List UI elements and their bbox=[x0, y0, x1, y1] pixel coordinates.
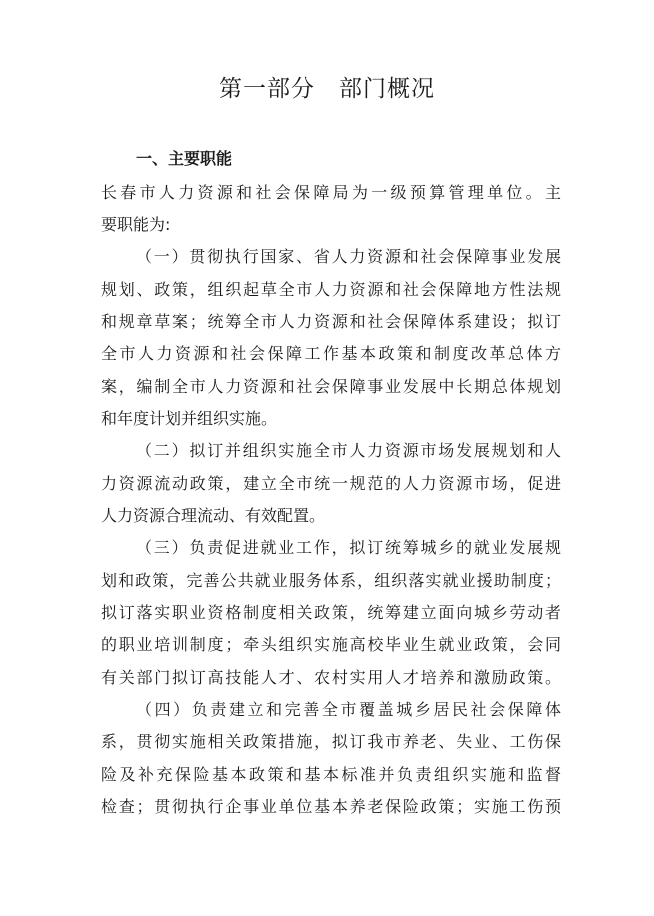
paragraph-line: 系，贯彻实施相关政策措施，拟订我市养老、失业、工伤保 bbox=[101, 732, 561, 751]
section-heading: 一、主要职能 bbox=[136, 149, 233, 168]
paragraph-line: 检查；贯彻执行企事业单位基本养老保险政策；实施工伤预 bbox=[101, 797, 561, 816]
paragraph-line: （一）贯彻执行国家、省人力资源和社会保障事业发展 bbox=[136, 247, 561, 266]
paragraph-line: 有关部门拟订高技能人才、农村实用人才培养和激励政策。 bbox=[101, 668, 561, 687]
paragraph-line: 规划、政策，组织起草全市人力资源和社会保障地方性法规 bbox=[101, 280, 561, 299]
paragraph-line: 和年度计划并组织实施。 bbox=[101, 409, 278, 428]
page-title: 第一部分 部门概况 bbox=[219, 76, 435, 102]
paragraph-line: 的职业培训制度；牵头组织实施高校毕业生就业政策，会同 bbox=[101, 635, 561, 654]
paragraph-line: 人力资源合理流动、有效配置。 bbox=[101, 506, 326, 525]
paragraph-line: 全市人力资源和社会保障工作基本政策和制度改革总体方 bbox=[101, 344, 561, 363]
paragraph-line: 案，编制全市人力资源和社会保障事业发展中长期总体规划 bbox=[101, 377, 561, 396]
paragraph-line: 拟订落实职业资格制度相关政策，统筹建立面向城乡劳动者 bbox=[101, 603, 561, 622]
paragraph-line: 划和政策，完善公共就业服务体系，组织落实就业援助制度； bbox=[101, 571, 561, 590]
paragraph-line: 和规章草案；统筹全市人力资源和社会保障体系建设；拟订 bbox=[101, 312, 561, 331]
paragraph-line: 要职能为: bbox=[101, 215, 171, 234]
paragraph-line: （三）负责促进就业工作，拟订统筹城乡的就业发展规 bbox=[136, 538, 561, 557]
paragraph-line: 长春市人力资源和社会保障局为一级预算管理单位。主 bbox=[101, 183, 561, 202]
paragraph-line: （四）负责建立和完善全市覆盖城乡居民社会保障体 bbox=[136, 700, 561, 719]
paragraph-line: 险及补充保险基本政策和基本标准并负责组织实施和监督 bbox=[101, 765, 561, 784]
paragraph-line: 力资源流动政策，建立全市统一规范的人力资源市场，促进 bbox=[101, 474, 561, 493]
paragraph-line: （二）拟订并组织实施全市人力资源市场发展规划和人 bbox=[136, 441, 561, 460]
